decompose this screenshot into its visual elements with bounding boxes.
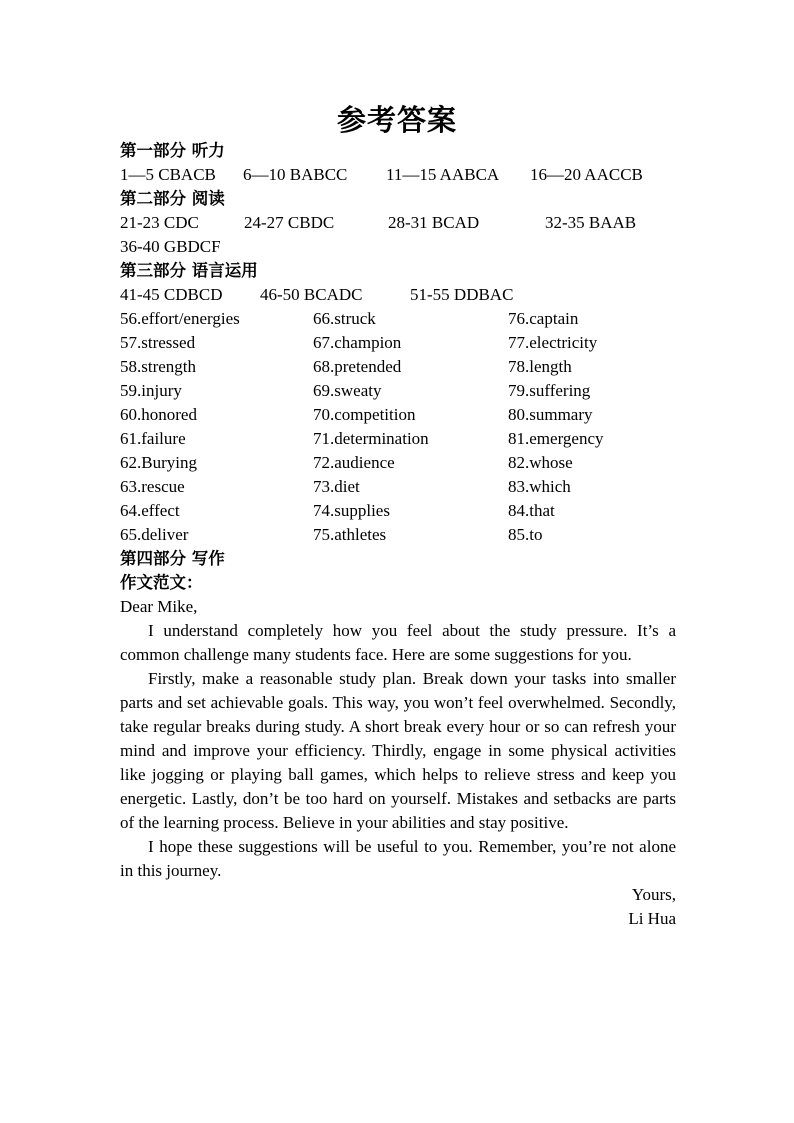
answer-group: 41-45 CDBCD <box>120 285 223 304</box>
answer-cell: 60.honored <box>120 405 197 424</box>
answer-group: 6—10 BABCC <box>243 165 348 184</box>
answer-group: 51-55 DDBAC <box>410 285 514 304</box>
letter-signature: Li Hua <box>628 909 676 928</box>
answer-row <box>120 355 676 379</box>
answer-group: 32-35 BAAB <box>545 213 637 232</box>
answer-row <box>120 499 676 523</box>
answer-cell: 76.captain <box>508 309 579 328</box>
answer-row <box>120 379 676 403</box>
section-heading-writing: 第四部分 写作 <box>120 549 225 568</box>
answer-row <box>120 451 676 475</box>
answer-key <box>120 139 676 931</box>
answer-group: 28-31 BCAD <box>388 213 480 232</box>
letter-paragraph: I hope these suggestions will be useful to you. Remember, you’re not alone in this journey. <box>120 837 676 880</box>
listening-answers <box>120 163 676 187</box>
answer-row <box>120 307 676 331</box>
answer-cell: 72.audience <box>313 453 395 472</box>
letter-paragraph: Firstly, make a reasonable study plan. Break down your tasks into smaller parts and set achievable goals. This way, you won’t feel overwhelmed. Secondly, take regular breaks during study. A short break every hour or so can refresh your mind and improve your efficiency. Thirdly, engage in some physical activities like jogging or playing ball games, which helps to relieve stress and keep you energetic. Lastly, don’t be too hard on yourself. Mistakes and setbacks are parts of the learning process. Believe in your abilities and stay positive. <box>120 669 676 832</box>
answer-cell: 75.athletes <box>313 525 387 544</box>
answer-cell: 80.summary <box>508 405 593 424</box>
answer-row <box>120 475 676 499</box>
answer-cell: 79.suffering <box>508 381 591 400</box>
answer-cell: 77.electricity <box>508 333 598 352</box>
answer-cell: 85.to <box>508 525 543 544</box>
answer-row <box>120 403 676 427</box>
answer-cell: 83.which <box>508 477 571 496</box>
answer-cell: 69.sweaty <box>313 381 382 400</box>
answer-cell: 63.rescue <box>120 477 185 496</box>
answer-cell: 82.whose <box>508 453 573 472</box>
answer-cell: 59.injury <box>120 381 182 400</box>
answer-cell: 68.pretended <box>313 357 402 376</box>
letter-paragraph: I understand completely how you feel about the study pressure. It’s a common challenge many students face. Here are some suggestions for you. <box>120 621 676 664</box>
answer-cell: 61.failure <box>120 429 186 448</box>
language-use-answers <box>120 283 676 307</box>
answer-cell: 70.competition <box>313 405 416 424</box>
answer-row <box>120 331 676 355</box>
answer-cell: 56.effort/energies <box>120 309 240 328</box>
sample-essay-heading: 作文范文： <box>120 573 203 592</box>
answer-row <box>120 427 676 451</box>
answer-group: 24-27 CBDC <box>244 213 335 232</box>
answer-cell: 78.length <box>508 357 572 376</box>
page-title: 参考答案 <box>336 103 457 137</box>
answer-cell: 73.diet <box>313 477 360 496</box>
answer-row <box>120 523 676 547</box>
answer-group: 16—20 AACCB <box>530 165 643 184</box>
answer-cell: 65.deliver <box>120 525 189 544</box>
answer-group: 11—15 AABCA <box>386 165 500 184</box>
answer-group: 46-50 BCADC <box>260 285 363 304</box>
section-heading-listening: 第一部分 听力 <box>120 141 225 160</box>
section-heading-reading: 第二部分 阅读 <box>120 189 225 208</box>
answer-grid <box>120 307 676 547</box>
letter-closing: Yours, <box>631 885 676 904</box>
answer-cell: 84.that <box>508 501 555 520</box>
answer-cell: 74.supplies <box>313 501 390 520</box>
answer-cell: 81.emergency <box>508 429 604 448</box>
answer-group: 1—5 CBACB <box>120 165 216 184</box>
answer-cell: 58.strength <box>120 357 197 376</box>
answer-cell: 64.effect <box>120 501 180 520</box>
section-heading-language-use: 第三部分 语言运用 <box>120 261 258 280</box>
answer-cell: 67.champion <box>313 333 402 352</box>
answer-cell: 66.struck <box>313 309 376 328</box>
reading-answers-line2: 36-40 GBDCF <box>120 237 221 256</box>
answer-cell: 57.stressed <box>120 333 196 352</box>
reading-answers-line1 <box>120 211 676 235</box>
answer-group: 21-23 CDC <box>120 213 199 232</box>
answer-cell: 71.determination <box>313 429 429 448</box>
answer-cell: 62.Burying <box>120 453 197 472</box>
letter-salutation: Dear Mike, <box>120 597 198 616</box>
